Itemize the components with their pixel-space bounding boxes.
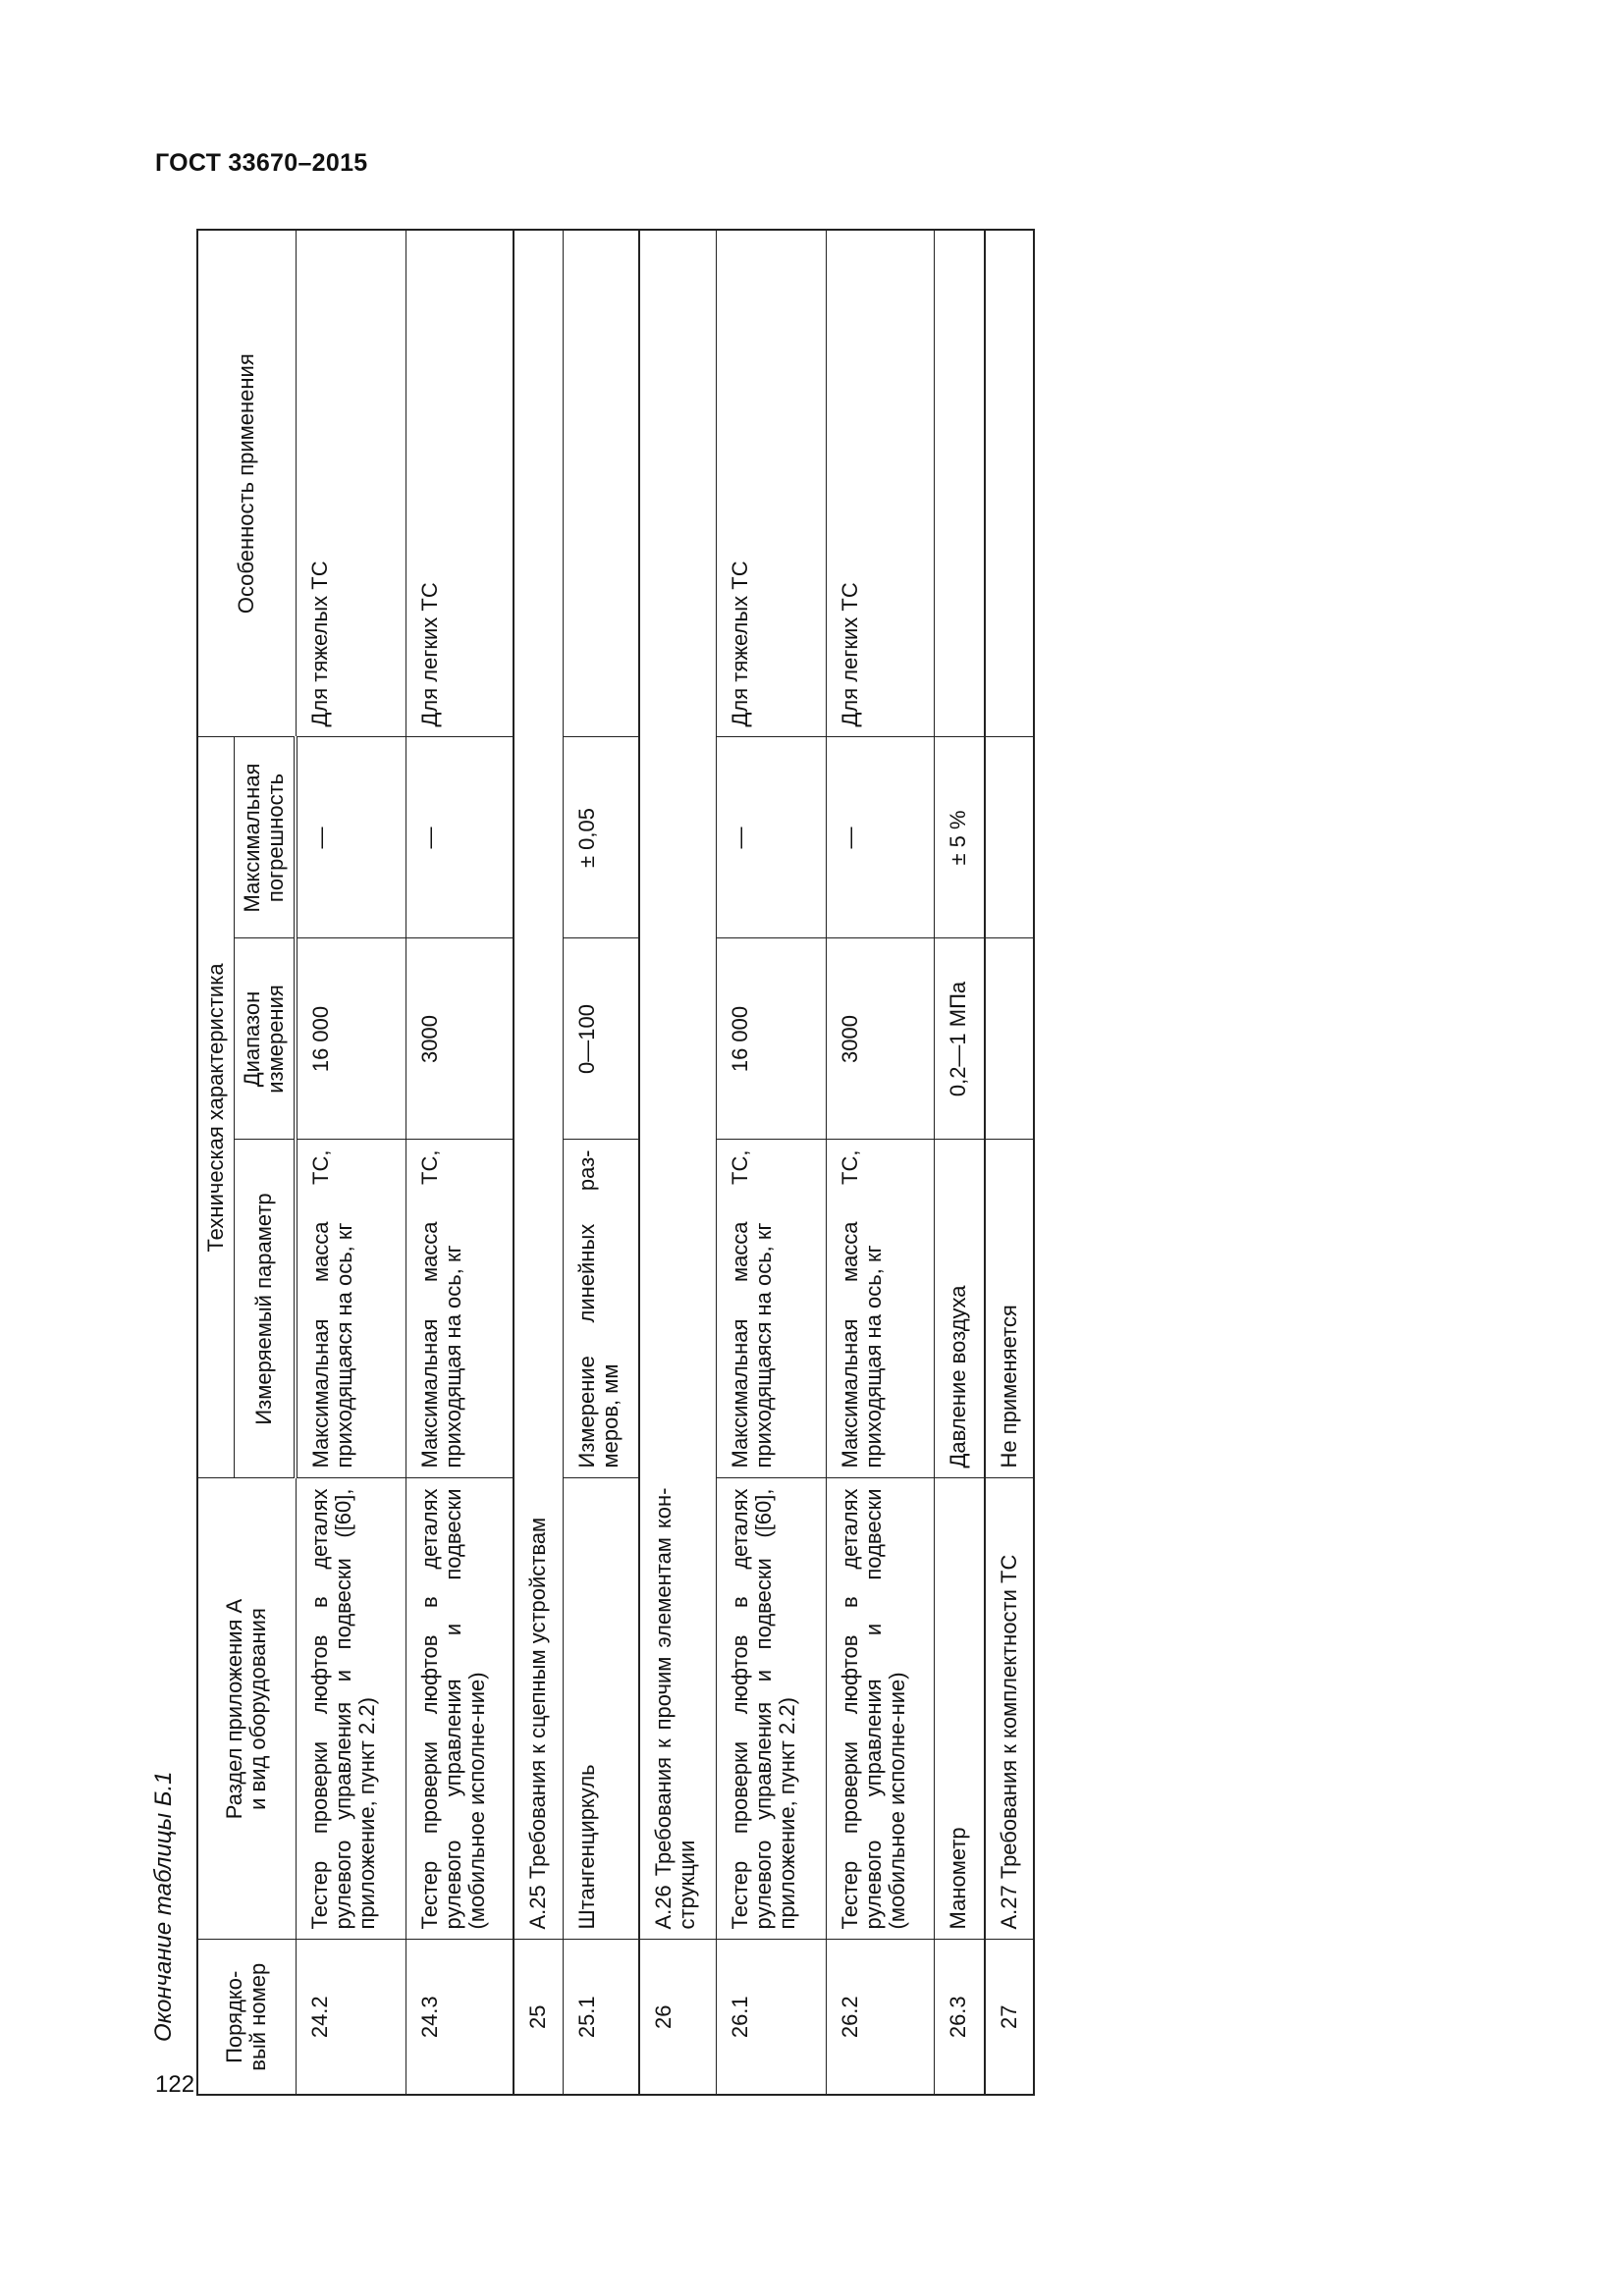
row-param: Максимальная масса ТС, приходящая на ось, кг xyxy=(406,1140,514,1478)
table-row xyxy=(563,230,639,2095)
header-error: Максимальная погрешность xyxy=(235,737,297,938)
row-section: Штангенциркуль xyxy=(563,1478,639,1940)
table-caption xyxy=(147,1718,181,2042)
row-section-heading xyxy=(639,230,716,1940)
row-range: 16 000 xyxy=(716,938,826,1140)
row-error: ± 0,05 xyxy=(563,737,639,938)
row-feature: Для легких ТС xyxy=(826,230,934,737)
row-number: 25.1 xyxy=(563,1940,639,2095)
row-number: 24.3 xyxy=(406,1940,514,2095)
row-error xyxy=(985,737,1034,938)
row-number: 26.2 xyxy=(826,1940,934,2095)
table-row xyxy=(514,230,563,2095)
section-heading-text: А.26 Требования к прочим элементам кон-струкции xyxy=(651,1487,699,1930)
header-number: Порядко- вый номер xyxy=(197,1940,296,2095)
row-section-heading: А.25 Требования к сцепным устройствам xyxy=(514,230,563,1940)
header-tech-group: Техническая характеристика xyxy=(197,737,235,1478)
row-section: Тестер проверки люфтов в деталях рулевого управления и подвески (мобильное исполне-ние) xyxy=(406,1478,514,1940)
row-number: 26.1 xyxy=(716,1940,826,2095)
row-feature xyxy=(985,230,1034,737)
row-error: — xyxy=(296,737,406,938)
row-feature xyxy=(934,230,985,737)
row-feature: Для тяжелых ТС xyxy=(716,230,826,737)
row-error: — xyxy=(826,737,934,938)
row-param: Не применяется xyxy=(985,1140,1034,1478)
row-param: Максимальная масса ТС, приходящаяся на ось, кг xyxy=(296,1140,406,1478)
row-param: Измерение линейных раз-меров, мм xyxy=(563,1140,639,1478)
header-range: Диапазон измерения xyxy=(235,938,297,1140)
row-error: — xyxy=(716,737,826,938)
row-number: 24.2 xyxy=(296,1940,406,2095)
caption-table-id: Б.1 xyxy=(150,1771,177,1807)
row-range: 0—100 xyxy=(563,938,639,1140)
row-range: 3000 xyxy=(406,938,514,1140)
rotated-table-container xyxy=(196,231,1031,2096)
row-section: Манометр xyxy=(934,1478,985,1940)
row-number: 27 xyxy=(985,1940,1034,2095)
row-param: Максимальная масса ТС, приходящая на ось, кг xyxy=(826,1140,934,1478)
row-error: ± 5 % xyxy=(934,737,985,938)
table-row xyxy=(296,230,406,2095)
equipment-table xyxy=(196,229,1035,2096)
row-section: Тестер проверки люфтов в деталях рулевого управления и подвески ([60], приложение, пункт 2.2) xyxy=(296,1478,406,1940)
header-feature: Особенность применения xyxy=(197,230,296,737)
row-number: 26 xyxy=(639,1940,716,2095)
row-range: 16 000 xyxy=(296,938,406,1140)
table-row xyxy=(406,230,514,2095)
row-number: 25 xyxy=(514,1940,563,2095)
row-feature: Для тяжелых ТС xyxy=(296,230,406,737)
table-row xyxy=(826,230,934,2095)
table-row xyxy=(716,230,826,2095)
row-number: 26.3 xyxy=(934,1940,985,2095)
row-param: Давление воздуха xyxy=(934,1140,985,1478)
row-range: 0,2—1 МПа xyxy=(934,938,985,1140)
row-feature: Для легких ТС xyxy=(406,230,514,737)
table-row xyxy=(985,230,1034,2095)
header-param: Измеряемый параметр xyxy=(235,1140,297,1478)
table-row xyxy=(934,230,985,2095)
table-row xyxy=(639,230,716,2095)
row-section: Тестер проверки люфтов в деталях рулевого управления и подвески ([60], приложение, пункт 2.2) xyxy=(716,1478,826,1940)
caption-prefix: Окончание таблицы xyxy=(150,1812,177,2042)
page-number: 122 xyxy=(155,2071,195,2098)
row-feature xyxy=(563,230,639,737)
row-error: — xyxy=(406,737,514,938)
row-param: Максимальная масса ТС, приходящаяся на ось, кг xyxy=(716,1140,826,1478)
header-section: Раздел приложения А и вид оборудования xyxy=(197,1478,296,1940)
row-range xyxy=(985,938,1034,1140)
row-section: А.27 Требования к комплектности ТС xyxy=(985,1478,1034,1940)
row-range: 3000 xyxy=(826,938,934,1140)
row-section: Тестер проверки люфтов в деталях рулевого управления и подвески (мобильное исполне-ние) xyxy=(826,1478,934,1940)
document-header: ГОСТ 33670–2015 xyxy=(155,149,368,177)
